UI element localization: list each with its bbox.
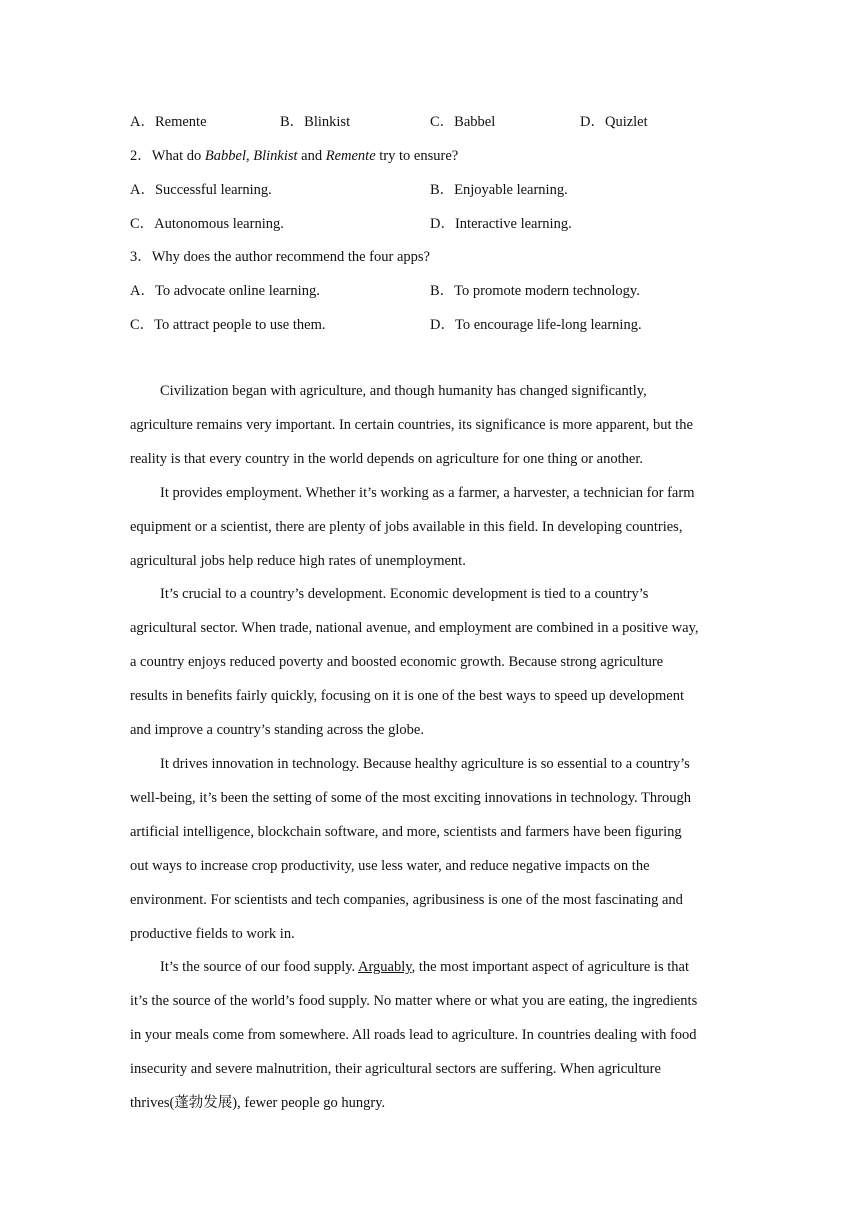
question-3-stem: 3．Why does the author recommend the four apps? <box>130 249 430 265</box>
passage-line: it’s the source of the world’s food supply. No matter where or what you are eating, the ingredients <box>130 993 698 1010</box>
reading-passage <box>130 375 730 1121</box>
q3-option-c: C．To attract people to use them. <box>130 317 326 333</box>
passage-line: thrives(蓬勃发展), fewer people go hungry. <box>130 1095 386 1112</box>
passage-line: It’s crucial to a country’s development. Economic development is tied to a country’s <box>160 586 649 603</box>
q1-option-a: A．Remente <box>130 114 207 130</box>
passage-line: out ways to increase crop productivity, use less water, and reduce negative impacts on the <box>130 857 650 874</box>
passage-line: productive fields to work in. <box>130 925 295 942</box>
q2-app-name: Babbel <box>204 148 246 164</box>
passage-line: Civilization began with agriculture, and though humanity has changed significantly, <box>160 383 647 399</box>
underlined-word: Arguably <box>358 959 412 976</box>
q3-option-b: B．To promote modern technology. <box>430 283 640 299</box>
question-2-stem <box>130 146 458 166</box>
passage-line: equipment or a scientist, there are plenty of jobs available in this field. In developing countries, <box>130 518 683 535</box>
q2-option-d: D．Interactive learning. <box>430 216 572 232</box>
q2-option-c: C．Autonomous learning. <box>130 216 284 232</box>
passage-line: It provides employment. Whether it’s working as a farmer, a harvester, a technician for farm <box>160 484 695 501</box>
passage-line: reality is that every country in the world depends on agriculture for one thing or another. <box>130 450 643 467</box>
passage-line: It drives innovation in technology. Because healthy agriculture is so essential to a country’s <box>160 755 690 772</box>
q1-option-d: D．Quizlet <box>580 114 648 130</box>
passage-line: in your meals come from somewhere. All roads lead to agriculture. In countries dealing with food <box>130 1027 697 1044</box>
q3-option-a: A．To advocate online learning. <box>130 283 320 299</box>
passage-line: environment. For scientists and tech companies, agribusiness is one of the most fascinating and <box>130 891 683 908</box>
passage-line: and improve a country’s standing across the globe. <box>130 722 424 739</box>
passage-text: , the most important aspect of agriculture is that <box>411 959 690 976</box>
q2-stem-sep: , <box>245 148 254 164</box>
q2-app-name: Blinkist <box>253 148 298 164</box>
passage-line: insecurity and severe malnutrition, their agricultural sectors are suffering. When agriculture <box>130 1061 661 1078</box>
q2-stem-sep: and <box>297 148 326 164</box>
passage-line: agricultural sector. When trade, national avenue, and employment are combined in a positive way, <box>130 620 699 637</box>
q2-stem-prefix: 2．What do <box>130 148 205 164</box>
passage-line: results in benefits fairly quickly, focusing on it is one of the best ways to speed up development <box>130 688 684 705</box>
passage-line: agricultural jobs help reduce high rates of unemployment. <box>130 552 466 569</box>
q1-option-b: B．Blinkist <box>280 114 351 130</box>
passage-text: It’s the source of our food supply. <box>160 959 359 976</box>
q2-app-name: Remente <box>325 148 376 164</box>
q3-option-d: D．To encourage life-long learning. <box>430 317 642 333</box>
q2-option-a: A．Successful learning. <box>130 182 272 198</box>
q2-stem-suffix: try to ensure? <box>375 148 459 164</box>
passage-line: agriculture remains very important. In certain countries, its significance is more apparent, but the <box>130 416 693 433</box>
passage-line: a country enjoys reduced poverty and boosted economic growth. Because strong agriculture <box>130 654 664 671</box>
q1-option-c: C．Babbel <box>430 114 496 130</box>
passage-line: artificial intelligence, blockchain software, and more, scientists and farmers have been figuring <box>130 823 682 840</box>
passage-line <box>130 951 730 985</box>
q2-option-b: B．Enjoyable learning. <box>430 182 568 198</box>
passage-line: well-being, it’s been the setting of some of the most exciting innovations in technology. Through <box>130 789 691 806</box>
